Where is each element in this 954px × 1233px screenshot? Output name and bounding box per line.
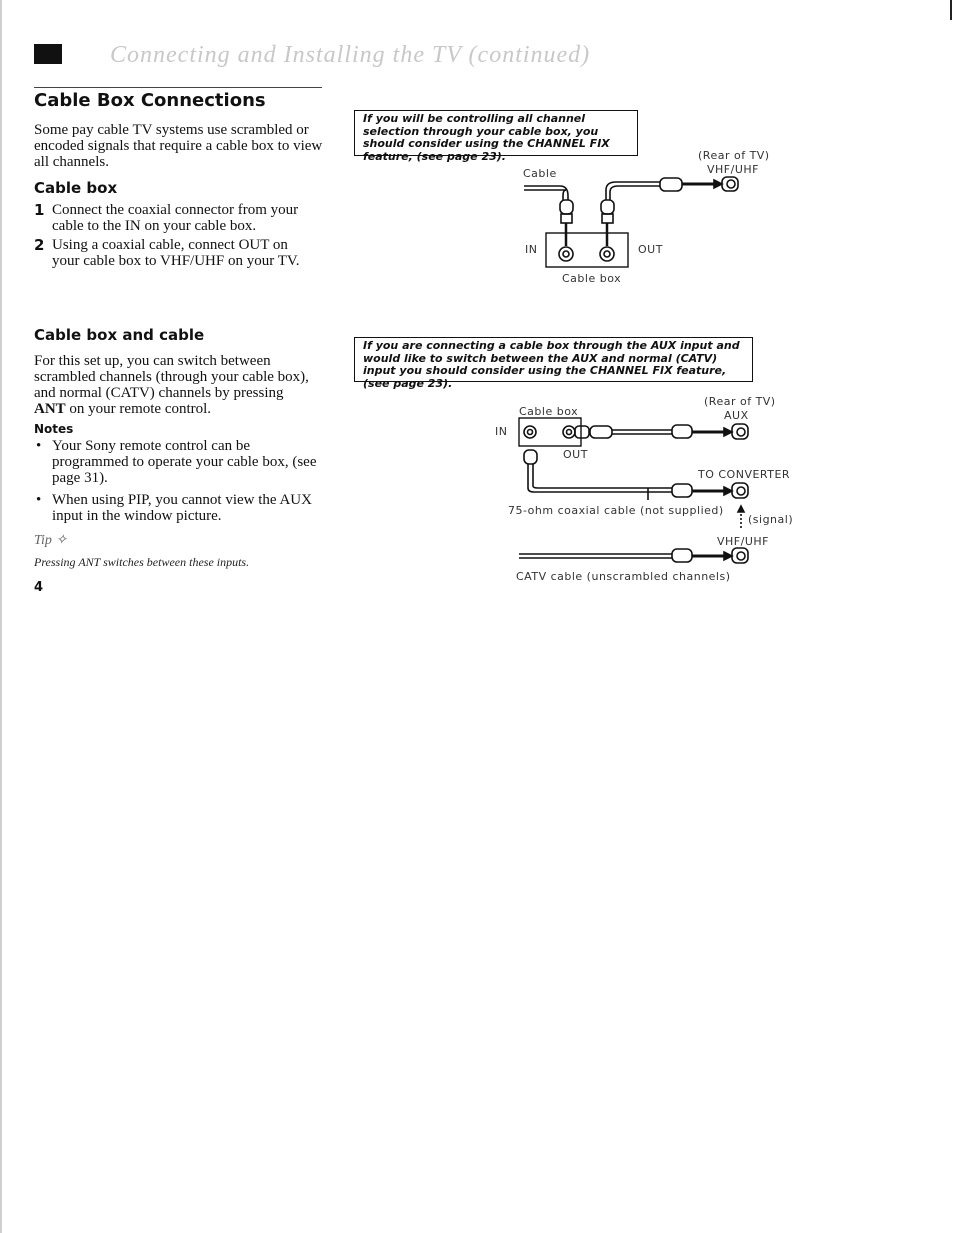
signal-label: (signal)	[748, 513, 794, 526]
cable-box-front	[519, 418, 581, 446]
coax-plug-out	[601, 200, 614, 223]
note-item: • When using PIP, you cannot view the AUX input in the window picture.	[34, 492, 319, 524]
step-line: cable to the IN on your cable box.	[52, 218, 257, 234]
paragraph-line: and normal (CATV) channels by pressing	[34, 385, 284, 401]
catv-cable	[519, 548, 748, 563]
incoming-cable	[524, 186, 568, 200]
cable-box-label: Cable box	[562, 272, 622, 285]
signal-arrow	[738, 506, 744, 528]
coax-plug-in	[560, 200, 573, 223]
vhf-uhf-plug	[660, 177, 738, 191]
channel-fix-callout: If you will be controlling all channel selection through your cable box, you should consider using the CHANNEL FIX feature, (see page 23).	[354, 110, 638, 156]
step-line: Connect the coaxial connector from your	[52, 202, 299, 218]
aux-channel-fix-callout: If you are connecting a cable box through the AUX input and would like to switch between the AUX and normal (CATV) input you should consider using the CHANNEL FIX feature, (see page 23).	[354, 337, 753, 382]
in-label: IN	[495, 425, 508, 438]
aux-label: AUX	[724, 409, 749, 422]
ant-key-label: ANT	[34, 401, 66, 417]
vhf-uhf-label: VHF/UHF	[707, 163, 759, 176]
cable-box-and-cable-heading: Cable box and cable	[34, 326, 205, 344]
notes-heading: Notes	[34, 422, 74, 436]
step-number: 1	[34, 201, 45, 219]
out-label: OUT	[563, 448, 588, 461]
rear-of-tv-label: (Rear of TV)	[698, 149, 770, 162]
catv-cable-label: CATV cable (unscrambled channels)	[516, 570, 731, 583]
lightbulb-icon: ✧	[55, 533, 68, 548]
note-item: • Your Sony remote control can be programmed to operate your cable box, (see page 31).	[34, 438, 319, 486]
step-line: Using a coaxial cable, connect OUT on	[52, 237, 288, 253]
paragraph-line: scrambled channels (through your cable box),	[34, 369, 309, 385]
paragraph-line-rest: on your remote control.	[65, 401, 212, 417]
rear-of-tv-label: (Rear of TV)	[704, 395, 776, 408]
converter-cable	[524, 450, 748, 500]
output-cable	[606, 182, 660, 200]
to-converter-label: TO CONVERTER	[698, 468, 791, 481]
aux-cable	[575, 424, 748, 439]
cable-box-body	[546, 223, 628, 267]
page-title: Cable Box Connections	[34, 90, 266, 111]
intro-paragraph: Some pay cable TV systems use scrambled or encoded signals that require a cable box to view all channels.	[34, 122, 323, 170]
running-head: Connecting and Installing the TV (continued)	[110, 42, 591, 68]
page-number: 4	[34, 580, 44, 595]
tip-label-text: Tip	[34, 533, 52, 548]
step-number: 2	[34, 236, 45, 254]
cable-box-label: Cable box	[519, 405, 579, 418]
out-label: OUT	[638, 243, 663, 256]
step-line: your cable box to VHF/UHF on your TV.	[52, 253, 300, 269]
tip-text: Pressing ANT switches between these inputs.	[34, 555, 250, 569]
in-label: IN	[525, 243, 538, 256]
coax-cable-label: 75-ohm coaxial cable (not supplied)	[508, 504, 724, 517]
paragraph-line: For this set up, you can switch between	[34, 353, 271, 369]
vhf-uhf-label: VHF/UHF	[717, 535, 769, 548]
cable-label: Cable	[523, 167, 557, 180]
cable-box-heading: Cable box	[34, 179, 118, 197]
